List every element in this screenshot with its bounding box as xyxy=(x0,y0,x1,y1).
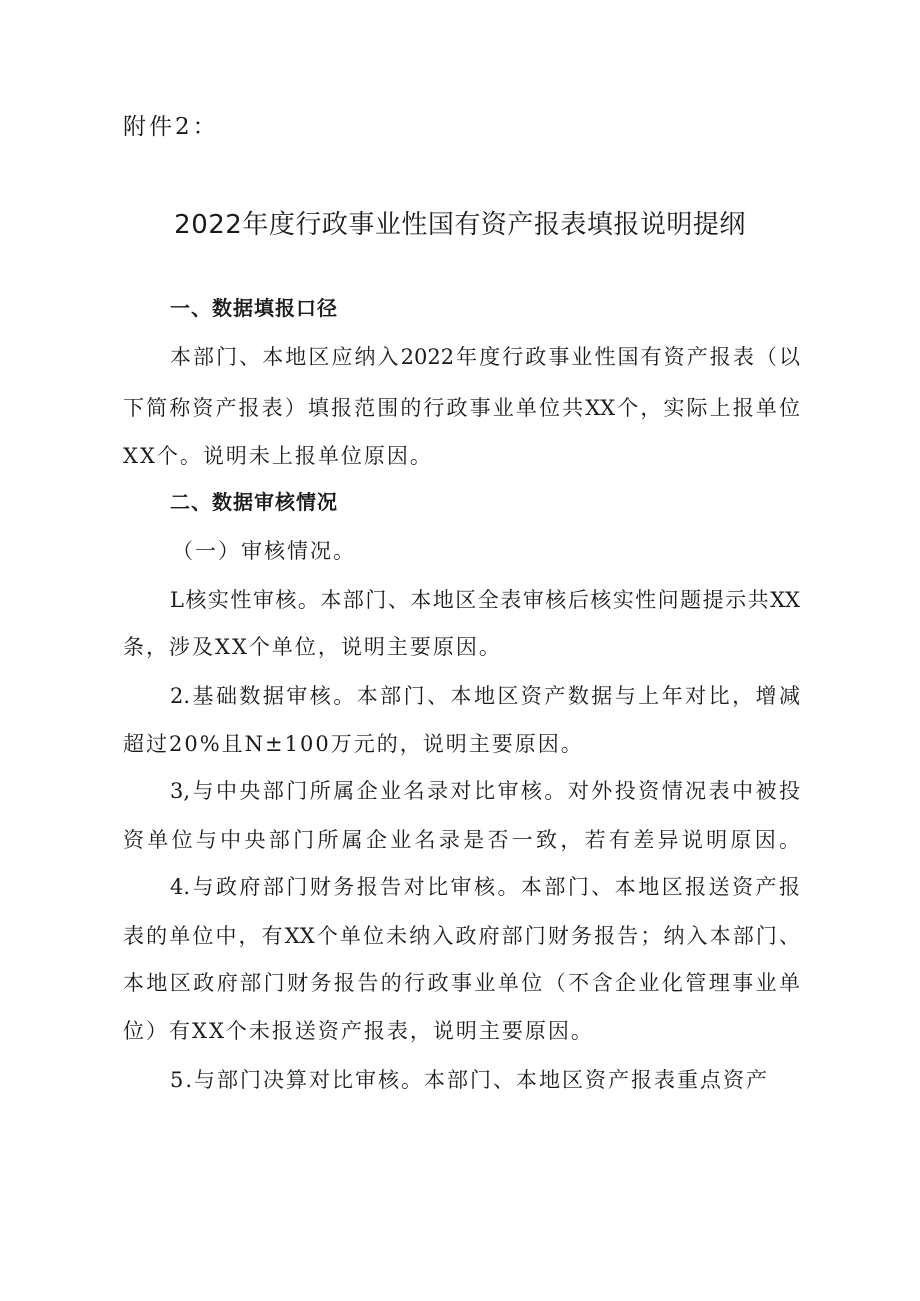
item4-line-1: 4.与政府部门财务报告对比审核。本部门、本地区报送资产报 xyxy=(170,875,800,899)
item4-line-2: 表的单位中，有XX个单位未纳入政府部门财务报告；纳入本部门、 xyxy=(123,924,800,948)
item2-line-1: 2.基础数据审核。本部门、本地区资产数据与上年对比，增减 xyxy=(170,684,800,708)
item3-line-1: 3,与中央部门所属企业名录对比审核。对外投资情况表中被投 xyxy=(170,779,800,803)
item4-line-3: 本地区政府部门财务报告的行政事业单位（不含企业化管理事业单 xyxy=(123,971,800,995)
section1-line-3: XX个。说明未上报单位原因。 xyxy=(123,444,433,468)
attachment-label: 附件2： xyxy=(123,114,219,140)
section2-subheading: （一）审核情况。 xyxy=(172,539,356,563)
section1-line-2: 下简称资产报表）填报范围的行政事业单位共XX个，实际上报单位 xyxy=(123,396,800,420)
item5-line-1: 5.与部门决算对比审核。本部门、本地区资产报表重点资产 xyxy=(170,1068,770,1092)
document-title: 2022年度行政事业性国有资产报表填报说明提纲 xyxy=(174,210,746,240)
section2-heading: 二、数据审核情况 xyxy=(170,490,338,514)
item1-line-1: L核实性审核。本部门、本地区全表审核后核实性问题提示共XX xyxy=(170,588,800,612)
item3-line-2: 资单位与中央部门所属企业名录是否一致，若有差异说明原因。 xyxy=(123,828,800,852)
section1-heading: 一、数据填报口径 xyxy=(170,296,338,320)
item4-line-4: 位）有XX个未报送资产报表，说明主要原因。 xyxy=(123,1019,594,1043)
item1-line-2: 条，涉及XX个单位，说明主要原因。 xyxy=(123,635,502,659)
section1-line-1: 本部门、本地区应纳入2022年度行政事业性国有资产报表（以 xyxy=(170,345,800,369)
item2-line-2: 超过20%且N±100万元的，说明主要原因。 xyxy=(123,732,584,756)
